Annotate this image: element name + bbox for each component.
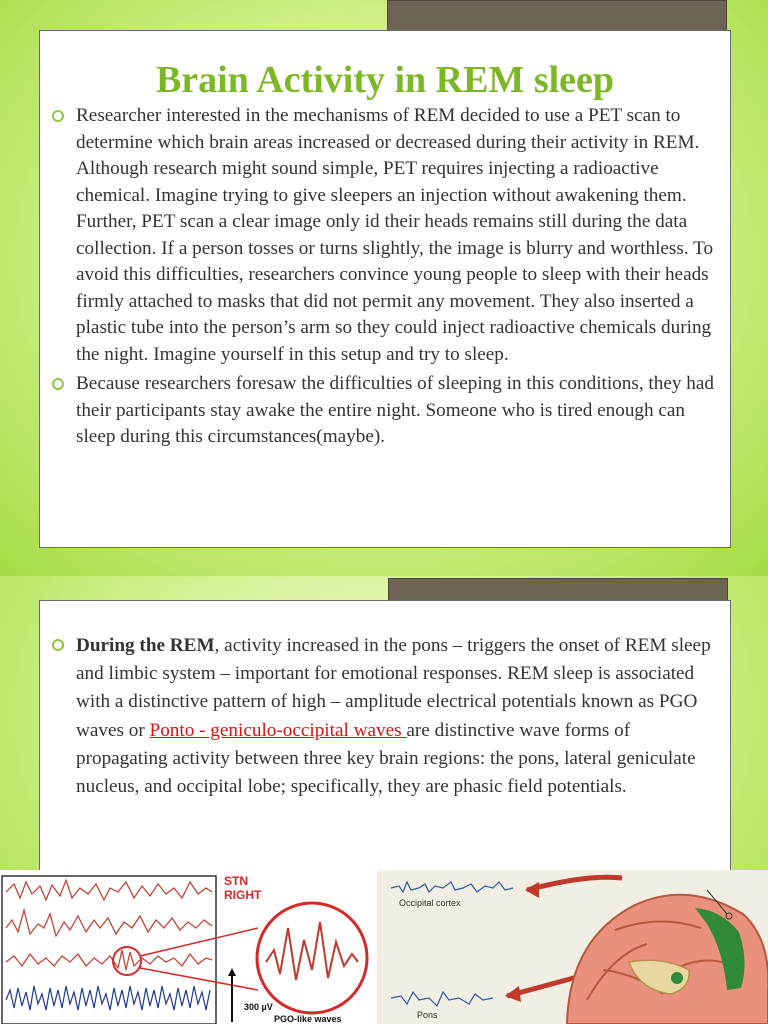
bullet-text: Because researchers foresaw the difficulties of sleeping in this conditions, they had their participants stay awake the entire night. Someone who is tired enough can sleep during this circumstances(maybe). <box>76 373 714 447</box>
eeg-trace-figure <box>0 870 378 1024</box>
bullet-item <box>74 103 722 368</box>
slide-2 <box>0 578 768 1024</box>
pons-label: Pons <box>417 1010 438 1020</box>
bullet-text: Researcher interested in the mechanisms of REM decided to use a PET scan to determine which brain areas increased or decreased during their activity in REM. Although research might sound simple, PET requires injecting a radioactive chemical. Imagine trying to give sleepers an injection without awakening them. Further, PET scan a clear image only id their heads remains still during the data collection. If a person tosses or turns slightly, the image is blurry and worthless. To avoid this difficulties, researchers convince young people to sleep with their heads firmly attached to masks that did not permit any movement. They also inserted a plastic tube into the person’s arm so they could inject radioactive chemicals during the night. Imagine yourself in this setup and try to sleep. <box>76 105 714 365</box>
bullet-circle-icon <box>52 639 64 651</box>
bullet-lead: During the REM <box>76 635 215 656</box>
slide-tab-decoration <box>387 0 727 33</box>
bullet-circle-icon <box>52 378 64 390</box>
slide-title: Brain Activity in REM sleep <box>155 59 615 101</box>
eeg-trace-graphic <box>0 870 377 1024</box>
figure-caption: PGO-like waves <box>274 1014 342 1024</box>
occipital-cortex-label: Occipital cortex <box>399 898 461 908</box>
bullet-text-continued: are distinctive wave forms of propagating activity between three key brain regions: the pons, lateral geniculate nucleus, and occipital lobe; specifically, they are phasic field potentials. <box>76 719 696 798</box>
bullet-list <box>74 103 722 451</box>
content-panel <box>39 600 731 902</box>
brain-diagram-graphic <box>377 870 768 1024</box>
bullet-text: , activity increased in the pons – triggers the onset of REM sleep and limbic system – important for emotional responses. REM sleep is associated with a distinctive pattern of high – amplitude electrical potentials known as PGO waves or <box>76 635 711 741</box>
bullet-circle-icon <box>52 110 64 122</box>
content-panel <box>39 30 731 548</box>
bullet-item <box>74 371 722 451</box>
bullet-list <box>74 632 722 801</box>
brain-diagram-figure <box>377 870 768 1024</box>
bullet-item <box>74 632 722 801</box>
stn-label: STN <box>224 874 248 888</box>
right-label: RIGHT <box>224 888 262 902</box>
pgo-waves-link[interactable]: Ponto - geniculo-occipital waves <box>149 719 407 741</box>
scale-bar-label: 300 µV <box>244 1002 273 1012</box>
